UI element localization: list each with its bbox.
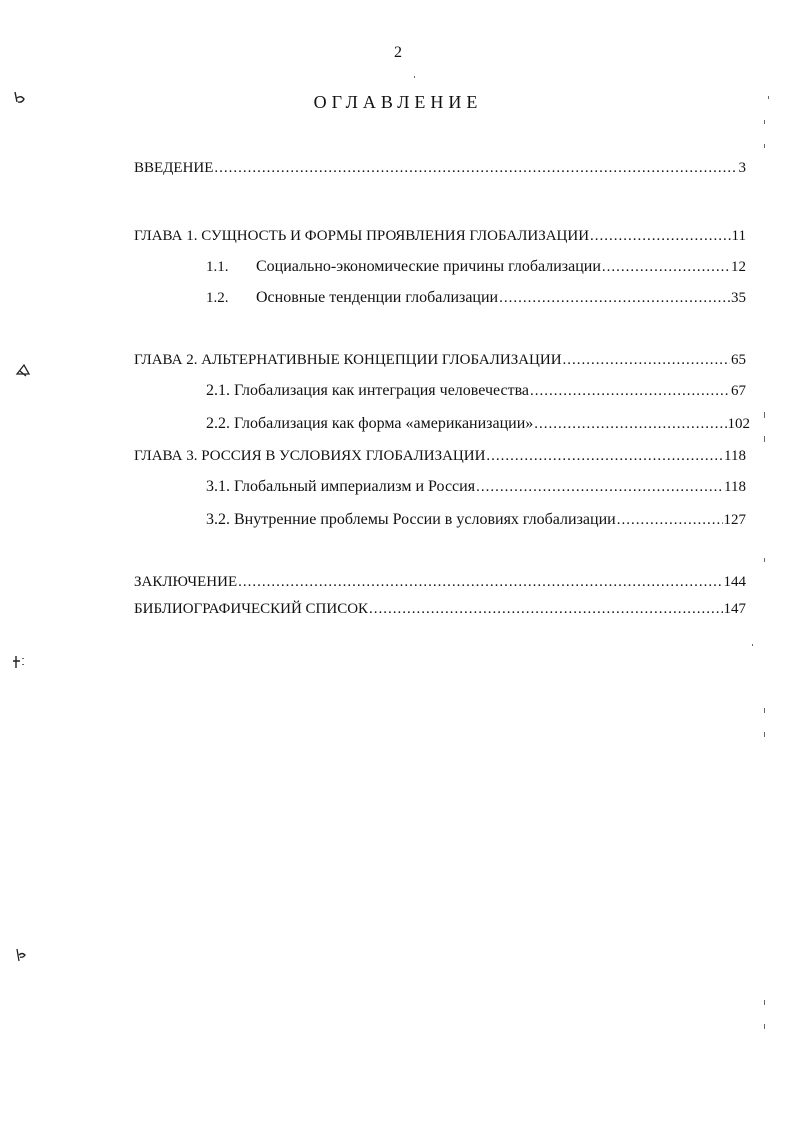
scan-speck bbox=[752, 644, 753, 646]
scan-speck bbox=[768, 96, 769, 99]
dot-leader bbox=[530, 381, 730, 401]
dot-leader bbox=[214, 158, 737, 178]
toc-entry-section-2-1 bbox=[206, 381, 746, 401]
toc-entry-page: 147 bbox=[723, 601, 746, 617]
dot-leader bbox=[617, 510, 723, 530]
toc-entry-label: 3.2. Внутренние проблемы России в условиях глобализации bbox=[206, 511, 616, 528]
dot-leader bbox=[602, 257, 730, 277]
scan-speck bbox=[764, 120, 765, 124]
binding-hole-mark bbox=[14, 362, 32, 380]
toc-entry-chapter-3 bbox=[134, 446, 746, 466]
dot-leader bbox=[238, 572, 722, 592]
toc-entry-number: 1.1. bbox=[206, 259, 229, 275]
toc-entry-label: ГЛАВА 3. РОССИЯ В УСЛОВИЯХ ГЛОБАЛИЗАЦИИ bbox=[134, 448, 486, 464]
toc-entry-label: ГЛАВА 2. АЛЬТЕРНАТИВНЫЕ КОНЦЕПЦИИ ГЛОБАЛИЗАЦИИ bbox=[134, 352, 562, 368]
toc-entry-label: 3.1. Глобальный империализм и Россия bbox=[206, 478, 476, 495]
scan-speck bbox=[764, 436, 765, 442]
dot-leader bbox=[369, 599, 722, 619]
scan-speck bbox=[764, 412, 765, 418]
toc-entry-page: 67 bbox=[731, 383, 746, 399]
scan-speck bbox=[764, 1024, 765, 1029]
toc-entry-label: ГЛАВА 1. СУЩНОСТЬ И ФОРМЫ ПРОЯВЛЕНИЯ ГЛОБАЛИЗАЦИИ bbox=[134, 228, 590, 244]
binding-hole-mark bbox=[14, 946, 30, 964]
toc-entry-page: 12 bbox=[731, 259, 746, 275]
toc-entry-section-3-2 bbox=[206, 510, 746, 530]
dot-leader bbox=[590, 226, 731, 246]
toc-entry-page: 102 bbox=[727, 416, 750, 432]
toc-entry-number: 1.2. bbox=[206, 290, 229, 306]
scan-speck bbox=[764, 708, 765, 713]
toc-entry-introduction bbox=[134, 158, 746, 178]
toc-entry-label: ВВЕДЕНИЕ bbox=[134, 160, 214, 176]
toc-entry-page: 3 bbox=[738, 160, 746, 176]
toc-entry-label: БИБЛИОГРАФИЧЕСКИЙ СПИСОК bbox=[134, 601, 369, 617]
toc-entry-page: 11 bbox=[731, 228, 746, 244]
scan-speck bbox=[414, 76, 415, 78]
scan-speck bbox=[764, 558, 765, 562]
toc-entry-label: ЗАКЛЮЧЕНИЕ bbox=[134, 574, 238, 590]
toc-title: ОГЛАВЛЕНИЕ bbox=[313, 92, 483, 112]
toc-entry-conclusion bbox=[134, 572, 746, 592]
toc-entry-page: 118 bbox=[724, 448, 746, 464]
dot-leader bbox=[476, 477, 723, 497]
toc-entry-page: 118 bbox=[724, 479, 746, 495]
dot-leader bbox=[486, 446, 723, 466]
toc-entry-page: 35 bbox=[731, 290, 746, 306]
dot-leader bbox=[499, 288, 730, 308]
scan-speck bbox=[764, 144, 765, 148]
binding-hole-mark bbox=[12, 90, 28, 108]
scan-speck bbox=[764, 732, 765, 737]
page-number: 2 bbox=[394, 44, 402, 61]
toc-entry-chapter-2 bbox=[134, 350, 746, 370]
toc-entry-label: Социально-экономические причины глобализации bbox=[256, 258, 601, 275]
toc-entry-label: 2.2. Глобализация как форма «американизации» bbox=[206, 415, 534, 432]
toc-entry-chapter-1 bbox=[134, 226, 746, 246]
toc-entry-section-1-2 bbox=[206, 288, 746, 308]
toc-entry-section-1-1 bbox=[206, 257, 746, 277]
toc-entry-page: 127 bbox=[723, 512, 746, 528]
toc-entry-page: 65 bbox=[731, 352, 746, 368]
toc-entry-section-2-2 bbox=[206, 414, 750, 434]
toc-entry-label: Основные тенденции глобализации bbox=[256, 289, 499, 306]
dot-leader bbox=[563, 350, 730, 370]
toc-entry-section-3-1 bbox=[206, 477, 746, 497]
toc-entry-page: 144 bbox=[723, 574, 746, 590]
dot-leader bbox=[534, 414, 726, 434]
scan-speck bbox=[764, 1000, 765, 1005]
binding-hole-mark bbox=[12, 654, 28, 670]
toc-entry-label: 2.1. Глобализация как интеграция человечества bbox=[206, 382, 530, 399]
toc-entry-bibliography bbox=[134, 599, 746, 619]
